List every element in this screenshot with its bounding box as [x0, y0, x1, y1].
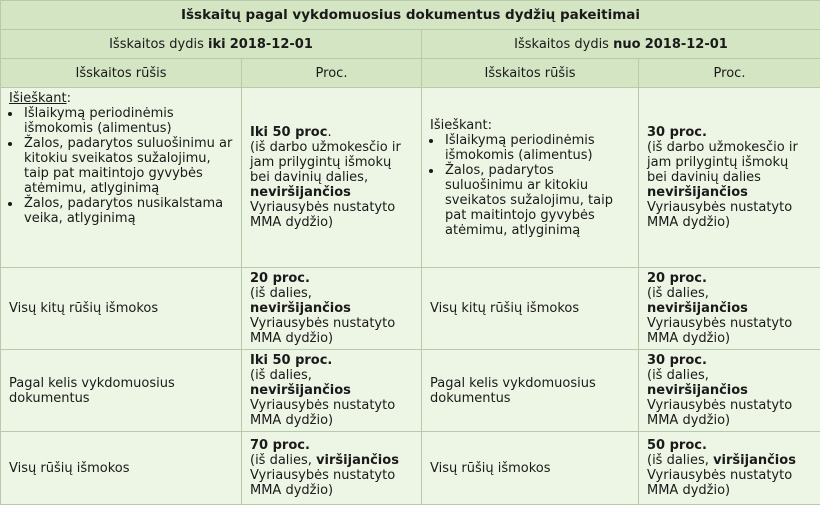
percent-text: (iš darbo užmokesčio ir jam prilygintų išmokų bei davinių dalies, [250, 140, 401, 185]
percent-tail: Vyriausybės nustatyto MMA dydžio) [647, 468, 792, 498]
table-title: Išskaitų pagal vykdomuosius dokumentus dydžių pakeitimai [1, 1, 820, 30]
percent-dot: . [327, 125, 331, 140]
list-item: • Žalos, padarytos nusikalstama veika, atlyginimą [22, 196, 233, 226]
period-before-header [1, 30, 422, 59]
list-item: • Išlaikymą periodinėmis išmokomis (alimentus) [443, 133, 630, 163]
percent-text: (iš dalies, [647, 453, 709, 468]
period-after-prefix: Išskaitos dydis [514, 37, 609, 52]
percent-cell-after [639, 432, 820, 505]
percent-value: 50 proc. [647, 438, 707, 453]
percent-tail: Vyriausybės nustatyto MMA dydžio) [250, 316, 395, 346]
percent-text: (iš dalies, [647, 368, 709, 383]
percent-condition: neviršijančios [250, 185, 351, 200]
percent-tail: Vyriausybės nustatyto MMA dydžio) [647, 316, 792, 346]
percent-value: 30 proc. [647, 353, 707, 368]
type-cell-before: Visų rūšių išmokos [1, 432, 242, 505]
percent-text: (iš dalies, [250, 286, 312, 301]
title-row [1, 1, 820, 30]
percent-value: 30 proc. [647, 125, 707, 140]
type-cell-after: Visų kitų rūšių išmokos [422, 268, 639, 350]
list-item: • Išlaikymą periodinėmis išmokomis (alimentus) [22, 106, 233, 136]
percent-condition: neviršijančios [647, 301, 748, 316]
period-before-keyword: iki [208, 37, 226, 52]
column-header-row [1, 59, 820, 88]
percent-value: 20 proc. [647, 271, 707, 286]
percent-cell-after [639, 350, 820, 432]
table-row [1, 432, 820, 505]
type-cell-after: Pagal kelis vykdomuosius dokumentus [422, 350, 639, 432]
percent-condition: neviršijančios [647, 185, 748, 200]
percent-value: Iki 50 proc [250, 125, 327, 140]
type-intro-after: Išieškant: [430, 118, 630, 133]
percent-text: (iš dalies, [647, 286, 709, 301]
percent-cell-before [242, 268, 422, 350]
col-header-type-before: Išskaitos rūšis [1, 59, 242, 88]
percent-value: 20 proc. [250, 271, 310, 286]
col-header-type-after: Išskaitos rūšis [422, 59, 639, 88]
percent-condition: viršijančios [713, 453, 796, 468]
percent-value: Iki 50 proc. [250, 353, 332, 368]
period-after-date: 2018-12-01 [645, 37, 728, 52]
percent-tail: Vyriausybės nustatyto MMA dydžio) [647, 398, 792, 428]
type-cell-before: Pagal kelis vykdomuosius dokumentus [1, 350, 242, 432]
percent-cell-after [639, 268, 820, 350]
percent-condition: viršijančios [316, 453, 399, 468]
percent-text: (iš darbo užmokesčio ir jam prilygintų išmokų bei davinių dalies [647, 140, 798, 185]
period-before-date: 2018-12-01 [230, 37, 313, 52]
percent-condition: neviršijančios [250, 301, 351, 316]
percent-condition: neviršijančios [250, 383, 351, 398]
percent-value: 70 proc. [250, 438, 310, 453]
type-cell-after [422, 88, 639, 268]
percent-tail: Vyriausybės nustatyto MMA dydžio) [250, 200, 395, 230]
type-cell-before [1, 88, 242, 268]
percent-cell-before [242, 432, 422, 505]
period-before-prefix: Išskaitos dydis [109, 37, 204, 52]
percent-cell-before [242, 88, 422, 268]
table-row [1, 268, 820, 350]
list-item: • Žalos, padarytos suluošinimu ar kitokiu sveikatos sužalojimu, taip pat maitintojo gyvybės atėmimu, atlyginimą [443, 163, 630, 238]
table-row [1, 88, 820, 268]
type-intro-colon: : [67, 91, 71, 106]
col-header-percent-before: Proc. [242, 59, 422, 88]
percent-cell-after [639, 88, 820, 268]
type-intro: Išieškant [9, 91, 67, 106]
type-list-before [9, 106, 233, 226]
list-item: • Žalos, padarytos suluošinimu ar kitokiu sveikatos sužalojimu, taip pat maitintojo gyvybės atėmimu, atlyginimą [22, 136, 233, 196]
type-list-after [430, 133, 630, 238]
percent-tail: Vyriausybės nustatyto MMA dydžio) [647, 200, 792, 230]
percent-condition: neviršijančios [647, 383, 748, 398]
percent-tail: Vyriausybės nustatyto MMA dydžio) [250, 398, 395, 428]
percent-text: (iš dalies, [250, 368, 312, 383]
percent-text: (iš dalies, [250, 453, 312, 468]
period-row [1, 30, 820, 59]
col-header-percent-after: Proc. [639, 59, 820, 88]
percent-cell-before [242, 350, 422, 432]
type-cell-before: Visų kitų rūšių išmokos [1, 268, 242, 350]
percent-tail: Vyriausybės nustatyto MMA dydžio) [250, 468, 395, 498]
period-after-keyword: nuo [613, 37, 640, 52]
period-after-header [422, 30, 820, 59]
type-cell-after: Visų rūšių išmokos [422, 432, 639, 505]
table-row [1, 350, 820, 432]
